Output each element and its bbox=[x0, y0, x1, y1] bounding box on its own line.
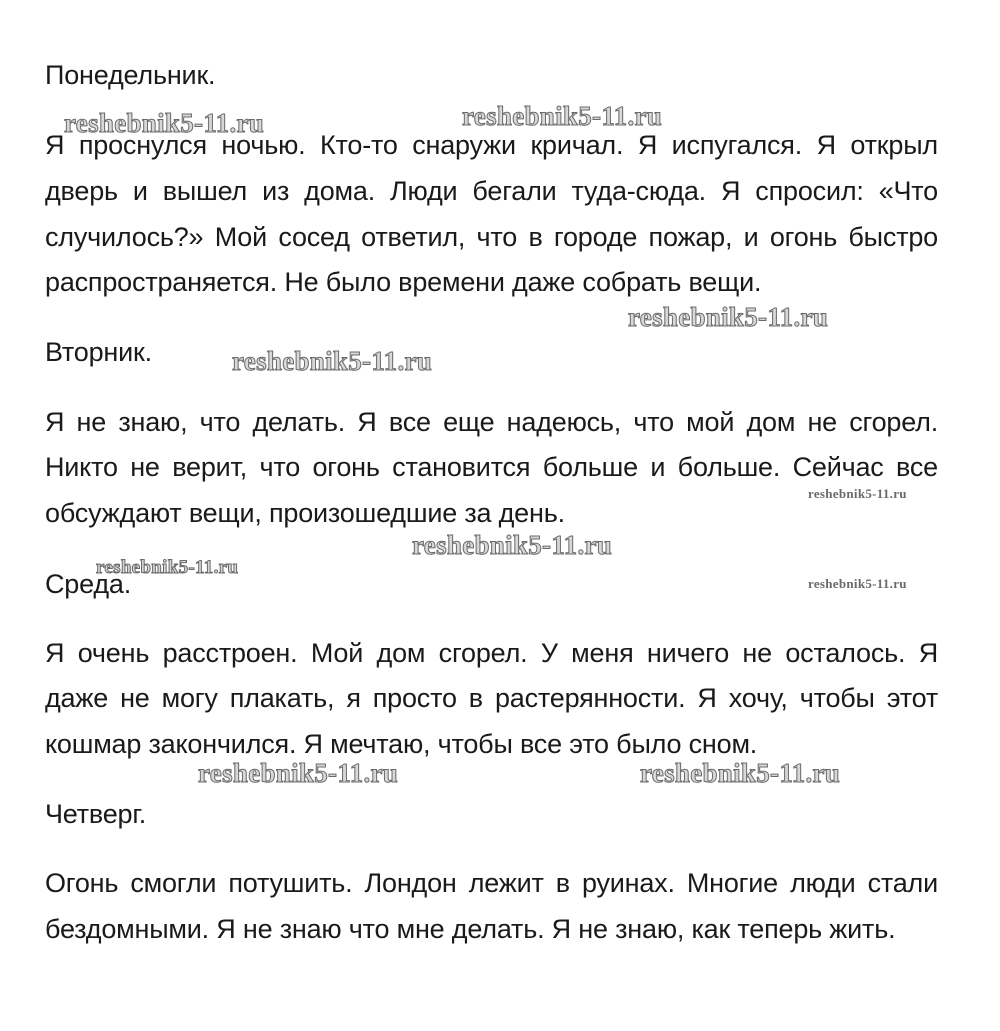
paragraph-line: распространяется. Не было времени даже собрать вещи. bbox=[45, 267, 762, 297]
day-heading-wednesday: Среда. bbox=[45, 569, 132, 599]
watermark: reshebnik5-11.ru bbox=[64, 108, 265, 138]
paragraph-line: кошмар закончился. Я мечтаю, чтобы все это было сном. bbox=[45, 729, 758, 759]
paragraph-line: Огонь смогли потушить. Лондон лежит в руинах. Многие люди стали bbox=[45, 868, 938, 898]
watermark: reshebnik5-11.ru bbox=[96, 557, 239, 578]
paragraph-line: случилось?» Мой сосед ответил, что в городе пожар, и огонь быстро bbox=[45, 222, 938, 252]
paragraph-line: даже не могу плакать, я просто в растерянности. Я хочу, чтобы этот bbox=[45, 683, 938, 713]
paragraph-line: обсуждают вещи, произошедшие за день. bbox=[45, 498, 565, 528]
paragraph-line: Я не знаю, что делать. Я все еще надеюсь, что мой дом не сгорел. bbox=[45, 407, 938, 437]
watermark: reshebnik5-11.ru bbox=[640, 758, 841, 788]
day-heading-thursday: Четверг. bbox=[45, 799, 147, 829]
paragraph-line: Никто не верит, что огонь становится больше и больше. Сейчас все bbox=[45, 452, 938, 482]
paragraph-line: дверь и вышел из дома. Люди бегали туда-сюда. Я спросил: «Что bbox=[45, 176, 938, 206]
watermark: reshebnik5-11.ru bbox=[808, 486, 907, 501]
watermark: reshebnik5-11.ru bbox=[808, 576, 907, 591]
watermark: reshebnik5-11.ru bbox=[232, 346, 433, 376]
watermark: reshebnik5-11.ru bbox=[628, 302, 829, 332]
paragraph-line: Я проснулся ночью. Кто-то снаружи кричал. Я испугался. Я открыл bbox=[45, 130, 938, 160]
watermark: reshebnik5-11.ru bbox=[412, 530, 613, 560]
watermark: reshebnik5-11.ru bbox=[462, 101, 663, 131]
watermark: reshebnik5-11.ru bbox=[198, 758, 399, 788]
day-heading-monday: Понедельник. bbox=[45, 60, 216, 90]
day-heading-tuesday: Вторник. bbox=[45, 337, 152, 367]
paragraph-line: бездомными. Я не знаю что мне делать. Я не знаю, как теперь жить. bbox=[45, 914, 896, 944]
paragraph-line: Я очень расстроен. Мой дом сгорел. У меня ничего не осталось. Я bbox=[45, 638, 938, 668]
